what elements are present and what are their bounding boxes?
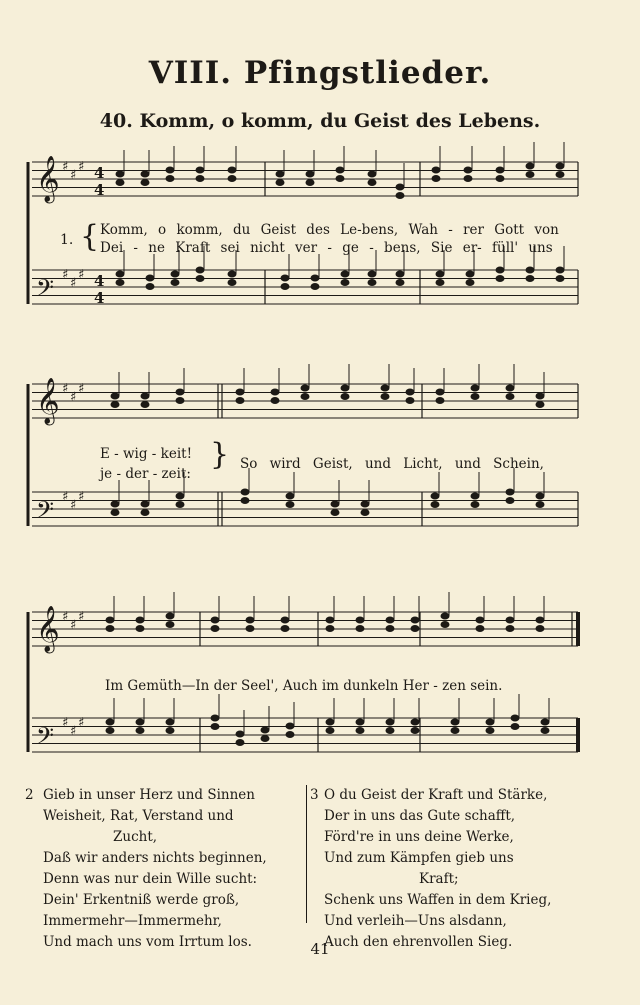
sharp-icon: ♯ (78, 489, 85, 505)
stanza2-line: Dein' Erkentniß werde groß, (43, 892, 240, 908)
note-head (166, 176, 174, 182)
note-head (116, 271, 124, 277)
time-signature-bottom: 4 (94, 289, 105, 308)
sharp-icon: ♯ (78, 159, 85, 175)
note-head (236, 398, 244, 404)
note-head (386, 617, 394, 623)
note-head (271, 389, 279, 395)
note-head (336, 167, 344, 173)
note-head (506, 617, 514, 623)
stanza2-line: Und mach uns vom Irrtum los. (43, 934, 252, 950)
note-head (496, 176, 504, 182)
sharp-icon: ♯ (62, 489, 69, 505)
sharp-icon: ♯ (78, 267, 85, 283)
note-head (432, 176, 440, 182)
stanza2-line: Zucht, (113, 829, 158, 845)
note-head (356, 626, 364, 632)
note-head (411, 728, 419, 734)
time-signature-bottom: 4 (94, 181, 105, 200)
note-head (196, 167, 204, 173)
note-head (236, 731, 244, 737)
note-head (331, 501, 339, 507)
note-head (146, 275, 154, 281)
note-head (526, 172, 534, 178)
note-head (506, 385, 514, 391)
note-head (526, 163, 534, 169)
note-head (176, 389, 184, 395)
note-head (111, 510, 119, 516)
sharp-icon: ♯ (70, 723, 77, 739)
note-head (326, 728, 334, 734)
note-head (236, 740, 244, 746)
note-head (536, 502, 544, 508)
note-head (236, 389, 244, 395)
note-head (116, 180, 124, 186)
note-head (106, 719, 114, 725)
sharp-icon: ♯ (70, 167, 77, 183)
note-head (281, 284, 289, 290)
note-head (146, 284, 154, 290)
note-head (368, 280, 376, 286)
note-head (116, 280, 124, 286)
sharp-icon: ♯ (70, 617, 77, 633)
note-head (536, 493, 544, 499)
note-head (228, 271, 236, 277)
note-head (196, 267, 204, 273)
bass-clef-icon: 𝄢 (36, 273, 55, 307)
note-head (311, 275, 319, 281)
note-head (341, 385, 349, 391)
note-head (261, 727, 269, 733)
stanza3-line: Auch den ehrenvollen Sieg. (324, 934, 513, 950)
note-head (536, 402, 544, 408)
note-head (281, 626, 289, 632)
note-head (506, 394, 514, 400)
time-signature-top: 4 (94, 272, 105, 291)
note-head (228, 280, 236, 286)
note-head (476, 617, 484, 623)
note-head (396, 271, 404, 277)
note-head (136, 617, 144, 623)
hymn-title: 40. Komm, o komm, du Geist des Lebens. (99, 110, 541, 132)
note-head (476, 626, 484, 632)
system1-lyric-line1: Komm, o komm, du Geist des Le-bens, Wah - rer Gott von (100, 222, 559, 238)
sharp-icon: ♯ (62, 381, 69, 397)
treble-clef-icon: 𝄞 (36, 377, 60, 424)
note-head (271, 398, 279, 404)
note-head (556, 267, 564, 273)
note-head (356, 728, 364, 734)
note-head (464, 176, 472, 182)
note-head (471, 502, 479, 508)
stanza3-line: Kraft; (419, 871, 459, 887)
note-head (466, 280, 474, 286)
system3-lyric-line1: Im Gemüth—In der Seel', Auch im dunkeln Her - zen sein. (105, 678, 503, 694)
note-head (536, 393, 544, 399)
stanza3-line: Förd're in uns deine Werke, (324, 829, 514, 845)
lyric-brace-right: } (210, 437, 230, 472)
note-head (171, 271, 179, 277)
note-head (306, 180, 314, 186)
note-head (436, 389, 444, 395)
note-head (406, 389, 414, 395)
stanza-2-number: 2 (25, 787, 34, 803)
note-head (116, 171, 124, 177)
note-head (451, 719, 459, 725)
section-title: VIII. Pfingstlieder. (148, 55, 492, 91)
note-head (466, 271, 474, 277)
note-head (431, 493, 439, 499)
note-head (436, 280, 444, 286)
stanza-2 (25, 785, 267, 953)
note-head (341, 271, 349, 277)
note-head (176, 398, 184, 404)
note-head (536, 626, 544, 632)
note-head (166, 728, 174, 734)
note-head (526, 276, 534, 282)
note-head (166, 613, 174, 619)
note-head (276, 171, 284, 177)
note-head (356, 617, 364, 623)
stanza2-line: Denn was nur dein Wille sucht: (43, 871, 258, 887)
note-head (141, 510, 149, 516)
stanza2-line: Daß wir anders nichts beginnen, (43, 850, 267, 866)
note-head (451, 728, 459, 734)
note-head (141, 501, 149, 507)
note-head (136, 719, 144, 725)
stanza3-line: Schenk uns Waffen in dem Krieg, (324, 892, 552, 908)
note-head (136, 728, 144, 734)
sharp-icon: ♯ (62, 159, 69, 175)
note-head (541, 728, 549, 734)
note-head (141, 402, 149, 408)
note-head (326, 719, 334, 725)
note-head (506, 498, 514, 504)
note-head (506, 489, 514, 495)
note-head (106, 617, 114, 623)
note-head (368, 180, 376, 186)
note-head (361, 510, 369, 516)
note-head (411, 719, 419, 725)
note-head (326, 617, 334, 623)
note-head (326, 626, 334, 632)
verse-number: 1. (60, 232, 74, 248)
note-head (406, 398, 414, 404)
system2-lyric-line2: je - der - zeit: (100, 466, 191, 482)
note-head (556, 163, 564, 169)
note-head (281, 275, 289, 281)
sharp-icon: ♯ (78, 715, 85, 731)
note-head (471, 385, 479, 391)
note-head (436, 398, 444, 404)
system2-lyric-line1: E - wig - keit! (100, 446, 192, 462)
stanza2-line: Immermehr—Immermehr, (43, 913, 222, 929)
note-head (431, 502, 439, 508)
note-head (106, 626, 114, 632)
stanza2-line: Gieb in unser Herz und Sinnen (43, 787, 255, 803)
note-head (111, 501, 119, 507)
note-head (171, 280, 179, 286)
note-head (441, 613, 449, 619)
note-head (396, 280, 404, 286)
note-head (246, 626, 254, 632)
note-head (556, 172, 564, 178)
note-head (356, 719, 364, 725)
sharp-icon: ♯ (62, 715, 69, 731)
bass-clef-icon: 𝄢 (36, 721, 55, 755)
note-head (368, 271, 376, 277)
note-head (141, 393, 149, 399)
note-head (331, 510, 339, 516)
stanza3-line: Der in uns das Gute schafft, (324, 808, 516, 824)
note-head (211, 626, 219, 632)
treble-clef-icon: 𝄞 (36, 155, 60, 202)
stanza3-line: Und verleih—Uns alsdann, (324, 913, 507, 929)
note-head (336, 176, 344, 182)
note-head (211, 715, 219, 721)
note-head (286, 723, 294, 729)
note-head (432, 167, 440, 173)
note-head (341, 280, 349, 286)
note-head (361, 501, 369, 507)
stanza-divider (306, 785, 307, 923)
stanza-3 (310, 785, 551, 953)
sharp-icon: ♯ (78, 609, 85, 625)
note-head (511, 715, 519, 721)
note-head (396, 184, 404, 190)
note-head (368, 171, 376, 177)
sharp-icon: ♯ (62, 609, 69, 625)
note-head (141, 180, 149, 186)
stanza3-line: Und zum Kämpfen gieb uns (324, 850, 514, 866)
note-head (306, 171, 314, 177)
note-head (381, 394, 389, 400)
note-head (228, 167, 236, 173)
note-head (286, 732, 294, 738)
note-head (106, 728, 114, 734)
lyric-brace: { (80, 219, 100, 254)
note-head (396, 193, 404, 199)
note-head (436, 271, 444, 277)
note-head (386, 728, 394, 734)
sharp-icon: ♯ (62, 267, 69, 283)
note-head (471, 394, 479, 400)
note-head (496, 267, 504, 273)
note-head (301, 385, 309, 391)
note-head (246, 617, 254, 623)
note-head (286, 502, 294, 508)
sharp-icon: ♯ (70, 389, 77, 405)
time-signature-top: 4 (94, 164, 105, 183)
bass-clef-icon: 𝄢 (36, 495, 55, 529)
note-head (381, 385, 389, 391)
note-head (286, 493, 294, 499)
note-head (241, 489, 249, 495)
sharp-icon: ♯ (70, 497, 77, 513)
note-head (261, 736, 269, 742)
treble-clef-icon: 𝄞 (36, 605, 60, 652)
note-head (211, 617, 219, 623)
note-head (241, 498, 249, 504)
system2-lyric-line3: So wird Geist, und Licht, und Schein, (240, 456, 544, 472)
note-head (506, 626, 514, 632)
note-head (386, 626, 394, 632)
note-head (526, 267, 534, 273)
note-head (486, 719, 494, 725)
note-head (228, 176, 236, 182)
note-head (196, 176, 204, 182)
note-head (176, 493, 184, 499)
stanza3-line: O du Geist der Kraft und Stärke, (324, 787, 548, 803)
sharp-icon: ♯ (70, 275, 77, 291)
stanza-3-number: 3 (310, 787, 319, 803)
note-head (486, 728, 494, 734)
note-head (276, 180, 284, 186)
note-head (386, 719, 394, 725)
note-head (496, 276, 504, 282)
note-head (411, 617, 419, 623)
note-head (176, 502, 184, 508)
sharp-icon: ♯ (78, 381, 85, 397)
note-head (196, 276, 204, 282)
note-head (496, 167, 504, 173)
note-head (311, 284, 319, 290)
note-head (111, 402, 119, 408)
note-head (536, 617, 544, 623)
note-head (541, 719, 549, 725)
note-head (111, 393, 119, 399)
note-head (441, 622, 449, 628)
note-head (411, 626, 419, 632)
note-head (141, 171, 149, 177)
note-head (341, 394, 349, 400)
note-head (166, 167, 174, 173)
note-head (166, 622, 174, 628)
note-head (211, 724, 219, 730)
page-number: 41 (310, 940, 330, 958)
note-head (464, 167, 472, 173)
note-head (556, 276, 564, 282)
note-head (166, 719, 174, 725)
note-head (136, 626, 144, 632)
system1-lyric-line2: Dei - ne Kraft sei nicht ver - ge - bens, Sie er- füll' uns (100, 240, 553, 256)
note-head (281, 617, 289, 623)
note-head (301, 394, 309, 400)
note-head (511, 724, 519, 730)
note-head (471, 493, 479, 499)
stanza2-line: Weisheit, Rat, Verstand und (43, 808, 234, 824)
